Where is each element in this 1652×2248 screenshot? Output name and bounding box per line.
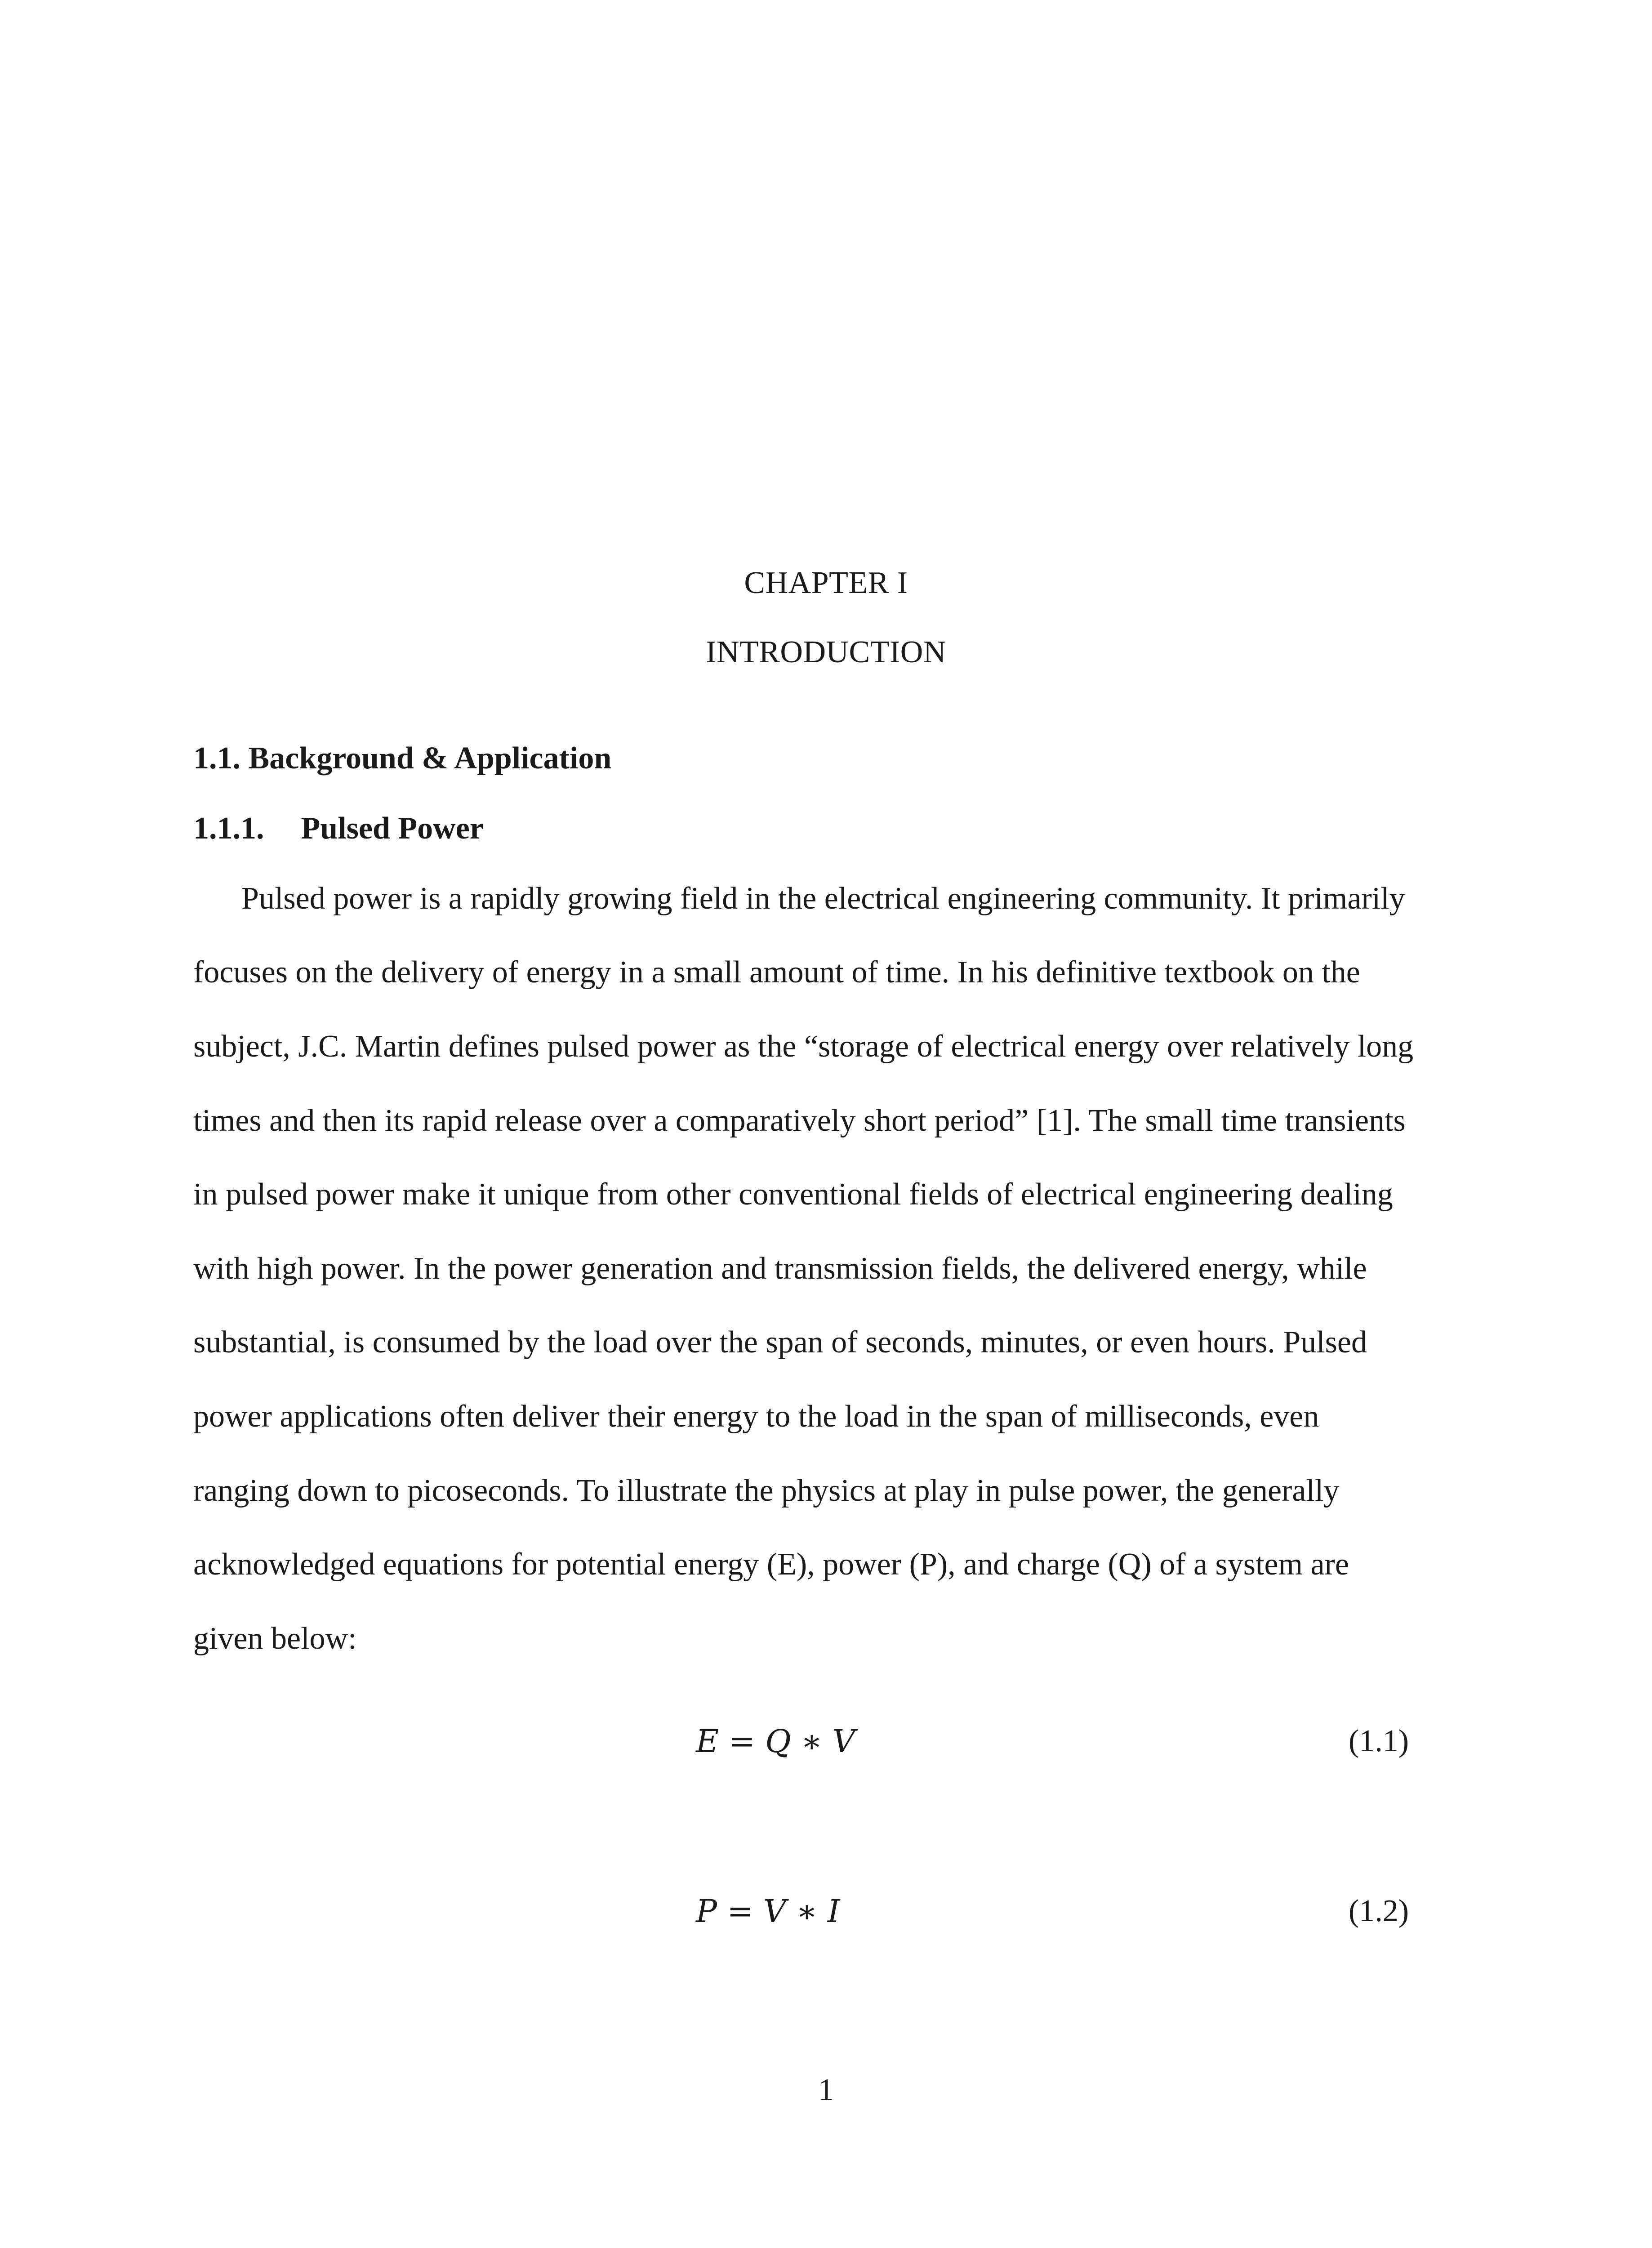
paragraph-line: Pulsed power is a rapidly growing field in the electrical engineering community. It primarily <box>241 881 1405 916</box>
paragraph-line: acknowledged equations for potential energy (E), power (P), and charge (Q) of a system are <box>193 1547 1349 1582</box>
equation-number: (1.1) <box>1349 1724 1409 1758</box>
paragraph-line: substantial, is consumed by the load over the span of seconds, minutes, or even hours. Pulsed <box>193 1325 1367 1360</box>
equation-1-2 <box>0 1893 1652 1931</box>
section-heading-1-1-1 <box>193 813 484 844</box>
paragraph-line: times and then its rapid release over a comparatively short period” [1]. The small time transients <box>193 1103 1406 1138</box>
paragraph-line: with high power. In the power generation and transmission fields, the delivered energy, while <box>193 1251 1367 1286</box>
paragraph-line: subject, J.C. Martin defines pulsed power as the “storage of electrical energy over relatively long <box>193 1029 1414 1064</box>
chapter-title: INTRODUCTION <box>706 635 946 669</box>
page-number: 1 <box>818 2073 834 2107</box>
section-heading-1-1 <box>193 743 611 774</box>
paragraph-line: given below: <box>193 1621 357 1656</box>
section-title: Background & Application <box>248 741 612 776</box>
paragraph-line: in pulsed power make it unique from other conventional fields of electrical engineering dealing <box>193 1177 1393 1212</box>
paragraph-line: focuses on the delivery of energy in a small amount of time. In his definitive textbook on the <box>193 955 1360 990</box>
chapter-label: CHAPTER I <box>744 566 908 600</box>
section-number: 1.1. <box>193 741 240 776</box>
section-title: Pulsed Power <box>301 811 484 846</box>
paragraph-line: power applications often deliver their energy to the load in the span of milliseconds, even <box>193 1399 1319 1434</box>
equation-expression: E = Q ∗ V <box>696 1723 855 1760</box>
section-number: 1.1.1. <box>193 811 264 846</box>
paragraph-line: ranging down to picoseconds. To illustrate the physics at play in pulse power, the generally <box>193 1473 1340 1508</box>
equation-number: (1.2) <box>1349 1894 1409 1928</box>
equation-1-1 <box>0 1723 1652 1762</box>
equation-expression: P = V ∗ I <box>696 1893 840 1930</box>
